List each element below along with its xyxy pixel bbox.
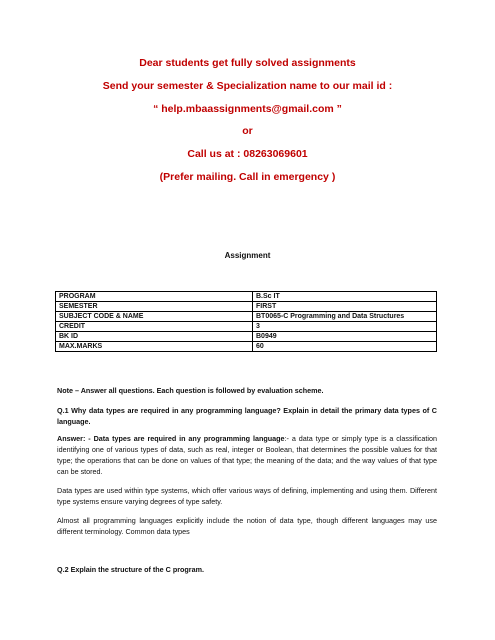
promo-line-headline: Dear students get fully solved assignments <box>139 57 356 69</box>
promo-phone: Call us at : 08263069601 <box>187 148 308 160</box>
answer-1-body: :- a data type or simply type is a classification identifying one of various types of data, such as real, integer or Boolean, that determines the possible values for that type; the operations that can be done on values of that type; the meaning of the data; and the way values of that type can be stored. <box>57 434 437 476</box>
table-cell-key: SEMESTER <box>56 302 253 312</box>
answer-1-lead: Answer: - Data types are required in any programming language <box>57 434 285 443</box>
table-cell-value: B.Sc IT <box>253 292 437 302</box>
table-cell-key: MAX.MARKS <box>56 342 253 352</box>
table-cell-key: SUBJECT CODE & NAME <box>56 312 253 322</box>
table-row <box>56 292 437 302</box>
table-cell-value: B0949 <box>253 332 437 342</box>
promo-line-send-details: Send your semester & Specialization name to our mail id : <box>102 80 393 92</box>
table-cell-value: 60 <box>253 342 437 352</box>
note-text: Note – Answer all questions. Each question is followed by evaluation scheme. <box>57 386 324 395</box>
promo-or: or <box>242 125 253 137</box>
table-row <box>56 302 437 312</box>
table-cell-value: 3 <box>253 322 437 332</box>
course-info-table <box>55 291 437 352</box>
table-row <box>56 342 437 352</box>
table-cell-key: PROGRAM <box>56 292 253 302</box>
question-2: Q.2 Explain the structure of the C program. <box>57 565 204 574</box>
table-row <box>56 322 437 332</box>
promo-email: “ help.mbaassignments@gmail.com ” <box>153 103 342 115</box>
table-cell-key: CREDIT <box>56 322 253 332</box>
table-cell-value: BT0065-C Programming and Data Structures <box>253 312 437 322</box>
table-cell-key: BK ID <box>56 332 253 342</box>
table-row <box>56 312 437 322</box>
table-row <box>56 332 437 342</box>
promo-preference: (Prefer mailing. Call in emergency ) <box>159 171 336 183</box>
question-1: Q.1 Why data types are required in any programming language? Explain in detail the primary data types of C language. <box>57 406 437 426</box>
answer-1-paragraph-3: Almost all programming languages explicitly include the notion of data type, though different languages may use different terminology. Common data types <box>57 516 437 536</box>
assignment-heading: Assignment <box>224 251 271 260</box>
table-cell-value: FIRST <box>253 302 437 312</box>
answer-1-paragraph <box>57 433 437 477</box>
answer-1-paragraph-2: Data types are used within type systems, which offer various ways of defining, implementing and using them. Different type systems ensure varying degrees of type safety. <box>57 486 437 506</box>
